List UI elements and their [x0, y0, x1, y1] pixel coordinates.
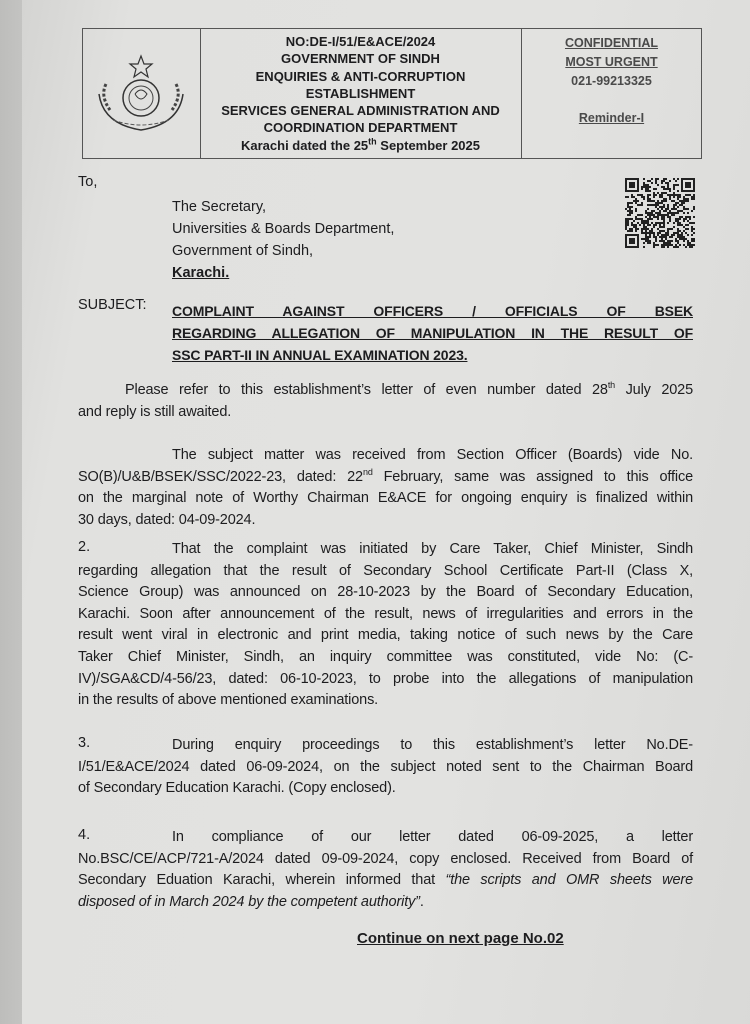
paragraph-background	[78, 445, 693, 531]
text-segment: result went viral in electronic and print media, taking notice of such news by the Care	[78, 627, 693, 644]
text-segment: Karachi. Soon after announcement of the result, news of irregularities and errors in the	[78, 605, 693, 622]
text-segment: 30 days, dated: 04-09-2024.	[78, 511, 256, 528]
letter-date	[200, 137, 521, 154]
text-segment: “the scripts and OMR sheets were	[445, 872, 693, 889]
government-seal-icon	[91, 54, 191, 134]
salutation-to: To,	[78, 174, 98, 190]
addressee-block	[172, 196, 394, 284]
text-line	[78, 735, 693, 757]
phone-number: 021-99213325	[571, 74, 652, 88]
paragraph-number: 2.	[78, 539, 91, 555]
paragraph-4	[78, 827, 693, 913]
text-segment: SO(B)/U&B/BSEK/SSC/2022-23, dated: 22	[78, 468, 363, 485]
qr-code-icon	[625, 178, 695, 248]
paragraph-reminder	[78, 380, 693, 423]
text-segment: disposed of in March 2024 by the competent authority”	[78, 893, 420, 910]
text-line	[78, 604, 693, 626]
text-segment: regarding allegation that the result of Secondary School Certificate Part-II (Class X,	[78, 562, 693, 579]
subject-text	[172, 300, 693, 366]
text-segment: In compliance of our letter dated 06-09-2025, a letter	[172, 829, 693, 845]
text-segment: Taker Chief Minister, Sindh, an inquiry committee was constituted, vide No: (C-	[78, 648, 693, 665]
text-segment: That the complaint was initiated by Care Taker, Chief Minister, Sindh	[172, 541, 693, 557]
text-segment: on the marginal note of Worthy Chairman E&ACE for ongoing enquiry is finalized within	[78, 490, 693, 507]
confidential-stamp: CONFIDENTIAL	[564, 36, 659, 50]
text-segment: in the results of above mentioned examinations.	[78, 692, 379, 709]
text-line	[78, 561, 693, 583]
ordinal-suffix: nd	[362, 466, 373, 477]
text-line	[172, 344, 693, 366]
text-line	[78, 757, 693, 779]
text-segment: and reply is still awaited.	[78, 403, 232, 420]
paragraph-2	[78, 539, 693, 712]
text-line	[78, 582, 693, 604]
text-line	[78, 539, 693, 561]
text-segment: I/51/E&ACE/2024 dated 06-09-2024, on the subject noted sent to the Chairman Board	[78, 758, 693, 775]
ordinal-suffix: th	[607, 380, 616, 391]
addressee-line: The Secretary,	[172, 199, 267, 215]
text-segment: REGARDING ALLEGATION OF MANIPULATION IN THE RESULT OF	[172, 325, 693, 341]
addressee-city: Karachi.	[172, 265, 230, 281]
text-segment: IV)/SGA&CD/4-56/23, dated: 06-10-2023, to probe into the allegations of manipulation	[78, 670, 693, 687]
text-line	[78, 778, 693, 800]
letterhead	[82, 28, 702, 159]
paragraph-number: 3.	[78, 735, 91, 751]
paragraph-3	[78, 735, 693, 800]
text-line	[78, 669, 693, 691]
text-line	[78, 892, 693, 914]
text-line	[172, 300, 693, 322]
text-segment: July 2025	[615, 382, 693, 398]
letterhead-line: ENQUIRIES & ANTI-CORRUPTION	[255, 68, 466, 84]
date-text: September 2025	[376, 137, 480, 153]
letterhead-line: SERVICES GENERAL ADMINISTRATION AND	[221, 103, 500, 119]
addressee-line: Universities & Boards Department,	[172, 221, 395, 237]
text-segment: .	[419, 893, 424, 910]
text-line	[172, 322, 693, 344]
text-line	[78, 488, 693, 510]
reference-number: NO:DE-I/51/E&ACE/2024	[285, 34, 436, 49]
text-segment: Secondary Eduation Karachi, wherein informed that	[78, 872, 446, 889]
text-segment: of Secondary Education Karachi. (Copy enclosed).	[78, 780, 396, 797]
text-line	[78, 870, 693, 892]
letterhead-line: GOVERNMENT OF SINDH	[281, 51, 440, 67]
text-segment: COMPLAINT AGAINST OFFICERS / OFFICIALS OF BSEK	[172, 303, 693, 319]
paragraph-number: 4.	[78, 827, 91, 843]
letterhead-title	[200, 29, 522, 158]
text-segment: No.BSC/CE/ACP/721-A/2024 dated 09-09-2024, copy enclosed. Received from Board of	[78, 850, 693, 867]
text-segment: During enquiry proceedings to this establishment’s letter No.DE-	[172, 737, 693, 753]
letterhead-line: ESTABLISHMENT	[305, 85, 416, 101]
text-segment: The subject matter was received from Section Officer (Boards) vide No.	[172, 447, 693, 463]
text-line	[78, 625, 693, 647]
text-line	[78, 467, 693, 489]
text-segment: Science Group) was announced on 28-10-2023 by the Board of Secondary Education,	[78, 584, 693, 601]
text-segment: February, same was assigned to this office	[372, 468, 693, 485]
reminder-label: Reminder-I	[578, 111, 645, 125]
subject-label: SUBJECT:	[78, 297, 147, 313]
text-line	[78, 402, 693, 424]
letterhead-line: COORDINATION DEPARTMENT	[263, 120, 458, 136]
text-segment: SSC PART-II IN ANNUAL EXAMINATION 2023.	[172, 347, 468, 363]
text-line	[78, 445, 693, 467]
classification-cell	[522, 29, 701, 163]
date-suffix: th	[368, 136, 377, 147]
text-line	[78, 827, 693, 849]
text-line	[78, 849, 693, 871]
text-line	[78, 510, 693, 532]
seal-cell	[83, 29, 201, 158]
text-segment: Please refer to this establishment’s letter of even number dated 28	[125, 382, 608, 398]
urgency-stamp: MOST URGENT	[565, 55, 658, 69]
addressee-line: Government of Sindh,	[172, 243, 314, 259]
text-line	[78, 647, 693, 669]
continue-next-page: Continue on next page No.02	[357, 930, 564, 947]
text-line	[78, 380, 693, 402]
text-line	[78, 690, 693, 712]
date-text: Karachi dated the 25	[241, 137, 369, 153]
